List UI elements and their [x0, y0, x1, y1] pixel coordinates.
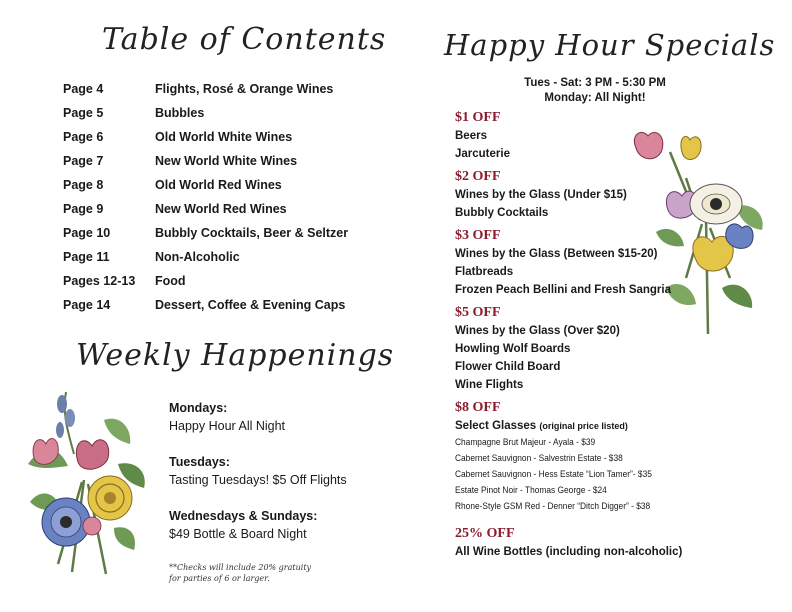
select-glass-item: Estate Pinot Noir - Thomas George - $24: [455, 485, 607, 496]
special-item: Jarcuterie: [455, 148, 510, 160]
toc-row: [63, 105, 383, 129]
select-glass-item: Rhone-Style GSM Red - Denner “Ditch Digger” - $38: [455, 501, 651, 512]
weekly-happenings-list: [169, 399, 347, 561]
toc-section-name: New World White Wines: [155, 154, 298, 168]
select-glass-item: Champagne Brut Majeur - Ayala - $39: [455, 437, 596, 448]
toc-row: [63, 129, 383, 153]
discount-heading: $5 OFF: [455, 305, 501, 320]
select-glasses-label: Select Glasses: [455, 420, 537, 432]
toc-section-name: Old World Red Wines: [155, 178, 282, 192]
happy-hour-title: Happy Hour Specials: [444, 28, 776, 62]
happy-hour-monday: Monday: All Night!: [544, 92, 646, 104]
special-item: Wines by the Glass (Between $15-20): [455, 248, 658, 260]
special-item: Wine Flights: [455, 379, 524, 391]
toc-page-number: Page 8: [63, 178, 104, 192]
special-item: Frozen Peach Bellini and Fresh Sangria: [455, 284, 672, 296]
toc-page-number: Page 5: [63, 106, 104, 120]
special-item: Flatbreads: [455, 266, 514, 278]
toc-page-number: Pages 12-13: [63, 274, 136, 288]
special-item: All Wine Bottles (including non-alcoholic): [455, 546, 683, 558]
toc-section-name: Old World White Wines: [155, 130, 293, 144]
discount-heading: $2 OFF: [455, 169, 501, 184]
toc-page-number: Page 4: [63, 82, 104, 96]
toc-page-number: Page 9: [63, 202, 104, 216]
toc-page-number: Page 6: [63, 130, 104, 144]
toc-page-number: Page 11: [63, 250, 110, 264]
discount-heading: $8 OFF: [455, 400, 501, 415]
toc-row: [63, 201, 383, 225]
weekly-description: Tasting Tuesdays! $5 Off Flights: [169, 473, 347, 487]
happy-hour-times: [500, 76, 690, 106]
weekly-description: Happy Hour All Night: [169, 419, 286, 433]
toc-title: Table of Contents: [102, 22, 387, 57]
toc-row: [63, 153, 383, 177]
weekly-entry: [169, 399, 347, 435]
weekly-entry: [169, 507, 347, 543]
toc-section-name: Flights, Rosé & Orange Wines: [155, 82, 334, 96]
flower-bouquet-illustration: [22, 384, 152, 576]
toc-row: [63, 297, 383, 321]
toc-section-name: Bubbles: [155, 106, 205, 120]
special-item: Howling Wolf Boards: [455, 343, 571, 355]
gratuity-note-line: **Checks will include 20% gratuity: [169, 563, 312, 572]
special-item: Bubbly Cocktails: [455, 207, 549, 219]
weekly-description: $49 Bottle & Board Night: [169, 527, 307, 541]
weekly-day: Mondays:: [169, 401, 228, 415]
discount-heading: $3 OFF: [455, 228, 501, 243]
gratuity-note: [169, 562, 311, 584]
toc-row: [63, 249, 383, 273]
weekly-happenings-title: Weekly Happenings: [76, 338, 395, 373]
select-glasses-sublabel: (original price listed): [539, 421, 628, 431]
weekly-entry: [169, 453, 347, 489]
happy-hour-days: Tues - Sat: 3 PM - 5:30 PM: [524, 77, 666, 89]
toc-page-number: Page 7: [63, 154, 104, 168]
toc-section-name: New World Red Wines: [155, 202, 287, 216]
happy-hour-specials: [455, 109, 755, 561]
toc-row: [63, 81, 383, 105]
gratuity-note-line: for parties of 6 or larger.: [169, 574, 270, 583]
select-glass-item: Cabernet Sauvignon - Salvestrin Estate - $38: [455, 453, 623, 464]
toc-section-name: Dessert, Coffee & Evening Caps: [155, 298, 346, 312]
toc-page-number: Page 14: [63, 298, 111, 312]
discount-heading: $1 OFF: [455, 110, 501, 125]
toc-row: [63, 225, 383, 249]
special-item: Beers: [455, 130, 487, 142]
select-glass-item: Cabernet Sauvignon - Hess Estate “Lion Tamer”- $35: [455, 469, 652, 480]
weekly-day: Tuesdays:: [169, 455, 230, 469]
select-glasses-heading: [455, 417, 755, 435]
special-item: Flower Child Board: [455, 361, 561, 373]
toc-page-number: Page 10: [63, 226, 111, 240]
toc-row: [63, 273, 383, 297]
special-item: Wines by the Glass (Over $20): [455, 325, 620, 337]
toc-section-name: Food: [155, 274, 186, 288]
special-item: Wines by the Glass (Under $15): [455, 189, 627, 201]
toc-section-name: Bubbly Cocktails, Beer & Seltzer: [155, 226, 349, 240]
toc-section-name: Non-Alcoholic: [155, 250, 240, 264]
toc-row: [63, 177, 383, 201]
toc-list: [63, 81, 383, 321]
weekly-day: Wednesdays & Sundays:: [169, 509, 318, 523]
discount-heading: 25% OFF: [455, 526, 515, 541]
